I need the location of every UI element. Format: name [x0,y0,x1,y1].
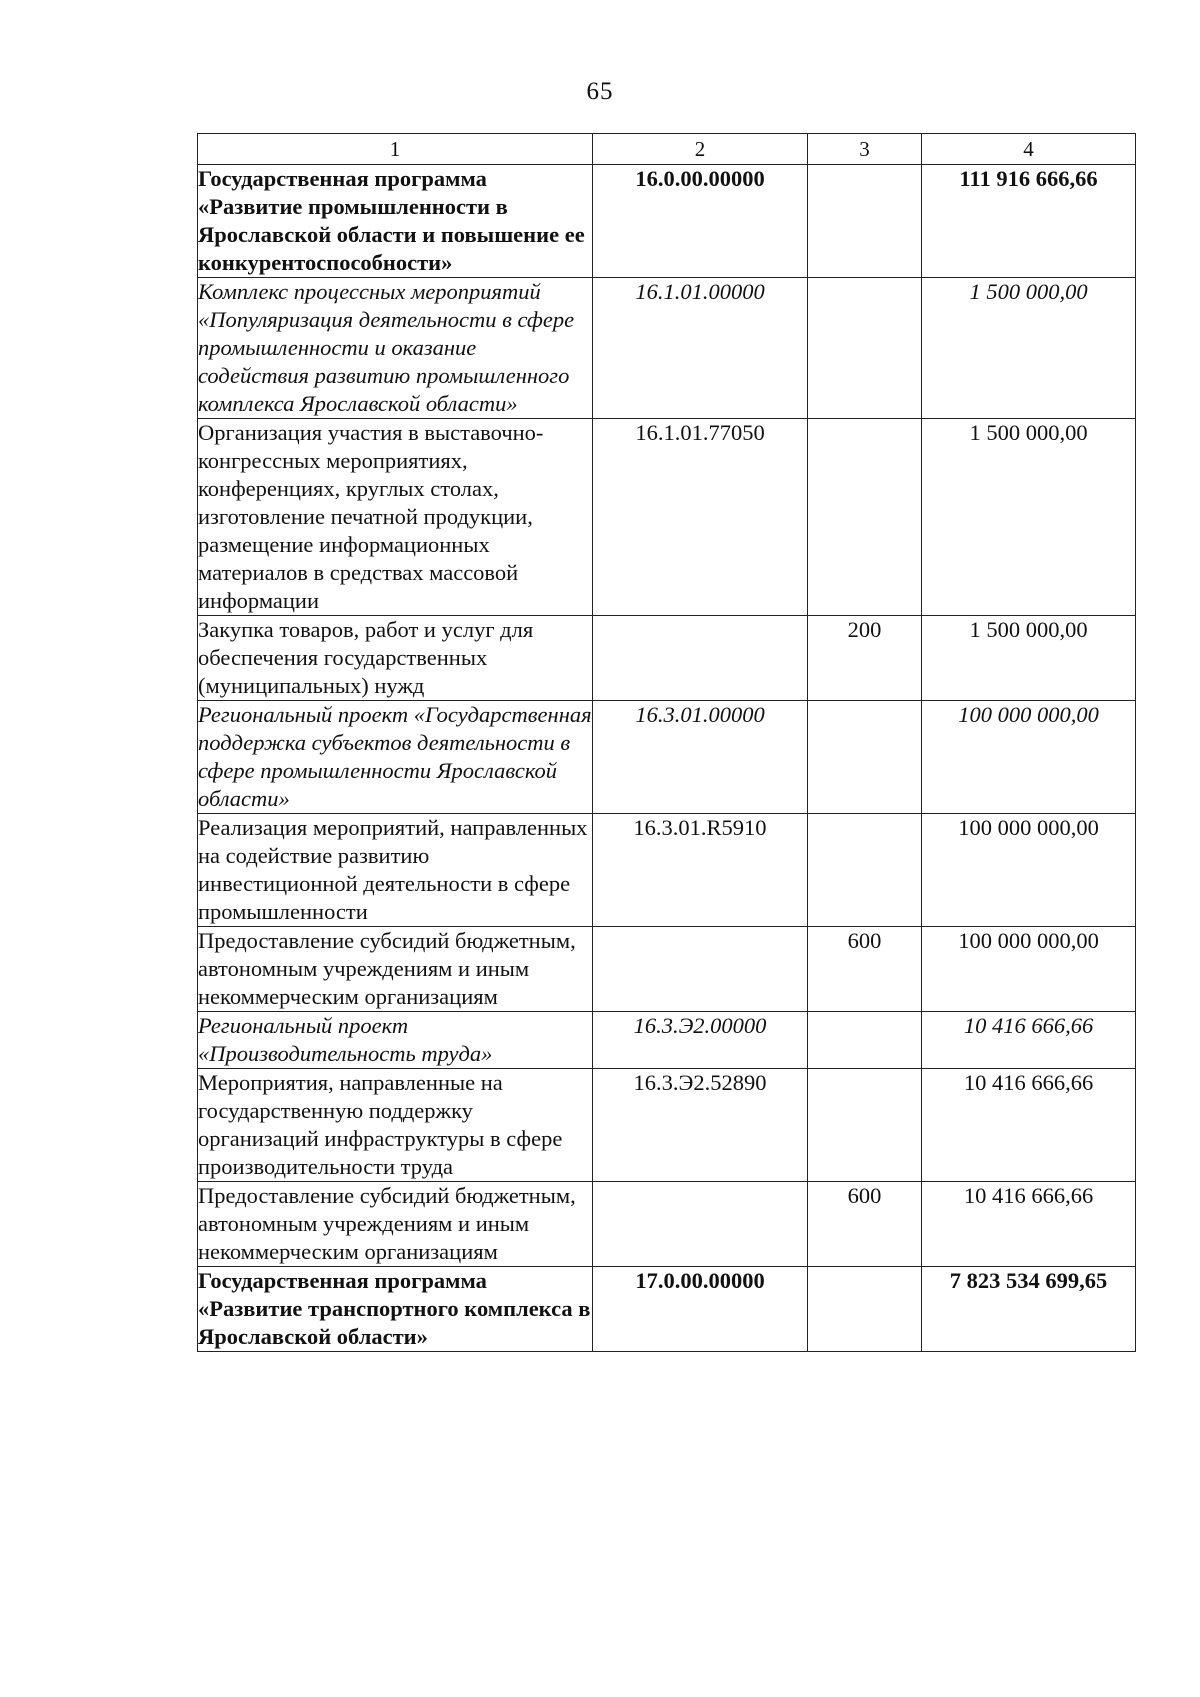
row-name: Региональный проект «Государственная поддержка субъектов деятельности в сфере промышленности Ярославской области» [198,701,593,814]
row-name: Комплекс процессных мероприятий «Популяризация деятельности в сфере промышленности и оказание содействия развитию промышленного комплекса Ярославской области» [198,278,593,419]
budget-table [197,133,1136,1352]
column-header-2: 2 [593,134,808,165]
row-code [593,616,808,701]
row-amount: 10 416 666,66 [922,1012,1136,1069]
row-amount: 10 416 666,66 [922,1069,1136,1182]
table-row [198,927,1136,1012]
row-amount: 7 823 534 699,65 [922,1267,1136,1352]
row-code: 16.3.01.00000 [593,701,808,814]
column-header-3: 3 [808,134,922,165]
row-name: Государственная программа «Развитие транспортного комплекса в Ярославской области» [198,1267,593,1352]
row-type [808,701,922,814]
row-amount: 1 500 000,00 [922,616,1136,701]
row-code: 16.3.01.R5910 [593,814,808,927]
row-code: 16.1.01.77050 [593,419,808,616]
row-name: Региональный проект «Производительность труда» [198,1012,593,1069]
table-row [198,701,1136,814]
row-code: 16.3.Э2.00000 [593,1012,808,1069]
row-type [808,1267,922,1352]
column-header-4: 4 [922,134,1136,165]
row-code [593,1182,808,1267]
table-row [198,1267,1136,1352]
row-code: 16.0.00.00000 [593,165,808,278]
row-amount: 1 500 000,00 [922,419,1136,616]
row-type [808,419,922,616]
column-header-1: 1 [198,134,593,165]
row-name: Организация участия в выставочно-конгрессных мероприятиях, конференциях, круглых столах, изготовление печатной продукции, размещение информационных материалов в средствах массовой информации [198,419,593,616]
row-code [593,927,808,1012]
row-code: 16.1.01.00000 [593,278,808,419]
row-type [808,814,922,927]
row-type [808,1069,922,1182]
row-amount: 1 500 000,00 [922,278,1136,419]
row-amount: 100 000 000,00 [922,927,1136,1012]
row-amount: 100 000 000,00 [922,701,1136,814]
table-row [198,616,1136,701]
row-type: 200 [808,616,922,701]
row-amount: 111 916 666,66 [922,165,1136,278]
row-type [808,278,922,419]
row-name: Закупка товаров, работ и услуг для обеспечения государственных (муниципальных) нужд [198,616,593,701]
table-header-row [198,134,1136,165]
row-name: Мероприятия, направленные на государственную поддержку организаций инфраструктуры в сфере производительности труда [198,1069,593,1182]
row-code: 17.0.00.00000 [593,1267,808,1352]
row-type: 600 [808,927,922,1012]
row-type [808,1012,922,1069]
row-amount: 10 416 666,66 [922,1182,1136,1267]
row-name: Государственная программа «Развитие промышленности в Ярославской области и повышение ее конкурентоспособности» [198,165,593,278]
table-row [198,419,1136,616]
table-row [198,1012,1136,1069]
page-number: 65 [586,78,614,105]
row-name: Реализация мероприятий, направленных на содействие развитию инвестиционной деятельности в сфере промышленности [198,814,593,927]
table-row [198,278,1136,419]
row-name: Предоставление субсидий бюджетным, автономным учреждениям и иным некоммерческим организациям [198,1182,593,1267]
table-row [198,1069,1136,1182]
table-row [198,165,1136,278]
table-row [198,1182,1136,1267]
row-code: 16.3.Э2.52890 [593,1069,808,1182]
row-type [808,165,922,278]
row-name: Предоставление субсидий бюджетным, автономным учреждениям и иным некоммерческим организациям [198,927,593,1012]
table-row [198,814,1136,927]
row-type: 600 [808,1182,922,1267]
row-amount: 100 000 000,00 [922,814,1136,927]
